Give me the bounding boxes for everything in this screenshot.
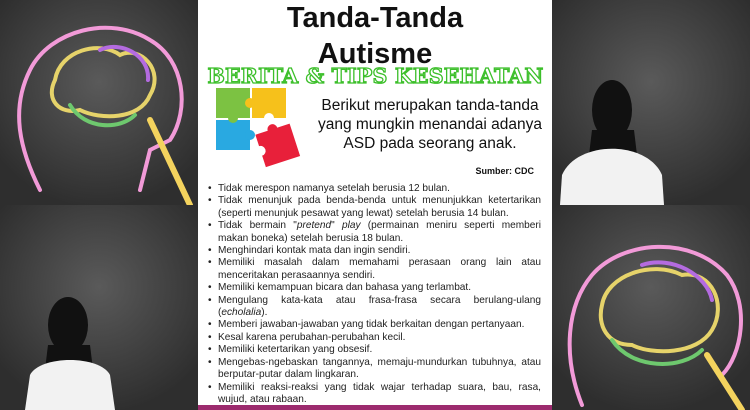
emphasis-text: play	[341, 220, 361, 232]
title-line-2: Autisme	[317, 38, 433, 70]
sign-list-item: • Memiliki kemampuan bicara dan bahasa yang terlambat.	[208, 282, 541, 294]
text-segment: Mengulang kata-kata atau frasa-frasa secara berulang-ulang (	[218, 294, 541, 319]
sign-list-item: • Memiliki reaksi-reaksi yang tidak wajar terhadap suara, bau, rasa, wujud, atau rabaan.	[208, 382, 541, 407]
emphasis-text: pretend	[296, 220, 332, 232]
sign-list-item: • Tidak menunjuk pada benda-benda untuk menunjukkan ketertarikan (seperti menunjuk pesawat yang lewat) setelah berusia 14 bulan.	[208, 195, 541, 220]
sign-list-item	[208, 295, 541, 320]
sign-list-item: • Kesal karena perubahan-perubahan kecil.	[208, 332, 541, 344]
chalk-brain-image-bottom-right	[552, 205, 750, 410]
sign-list-item: • Mengebas-ngebaskan tangannya, memaju-mundurkan tubuhnya, atau berputar-putar dalam lingkaran.	[208, 357, 541, 382]
sign-list-item: • Memberi jawaban-jawaban yang tidak berkaitan dengan pertanyaan.	[208, 319, 541, 331]
sign-list-item: • Tidak merespon namanya setelah berusia 12 bulan.	[208, 183, 541, 195]
text-segment: "	[331, 220, 342, 232]
sign-list-item: • Menghindari kontak mata dan ingin sendiri.	[208, 245, 541, 257]
text-segment: Tidak bermain "	[218, 220, 297, 232]
autism-signs-infographic	[198, 0, 552, 410]
text-segment: (permainan meniru seperti memberi makan boneka) setelah berusia 18 bulan.	[218, 220, 542, 244]
bottom-accent-bar	[198, 405, 552, 410]
woman-chalkboard-image-top-right	[552, 0, 750, 205]
sign-list-item: • Memiliki masalah dalam memahami perasaan orang lain atau menceritakan perasaannya sendiri.	[208, 257, 541, 282]
title-line-1: Tanda-Tanda	[286, 2, 464, 34]
intro-text: Berikut merupakan tanda-tanda yang mungkin menandai adanya ASD pada seorang anak.	[317, 97, 543, 152]
signs-list	[208, 183, 541, 406]
sign-list-item: • Memiliki ketertarikan yang obsesif.	[208, 344, 541, 356]
woman-chalkboard-image-bottom-left	[0, 205, 198, 410]
puzzle-pieces-icon	[214, 84, 306, 174]
berita-tips-banner: BERITA & TIPS KESEHATAN	[207, 64, 544, 88]
text-segment: ).	[261, 307, 268, 319]
chalk-brain-image-top-left	[0, 0, 198, 205]
source-label: Sumber: CDC	[475, 166, 534, 176]
sign-list-item	[208, 220, 541, 245]
emphasis-text: echolalia	[221, 307, 262, 319]
